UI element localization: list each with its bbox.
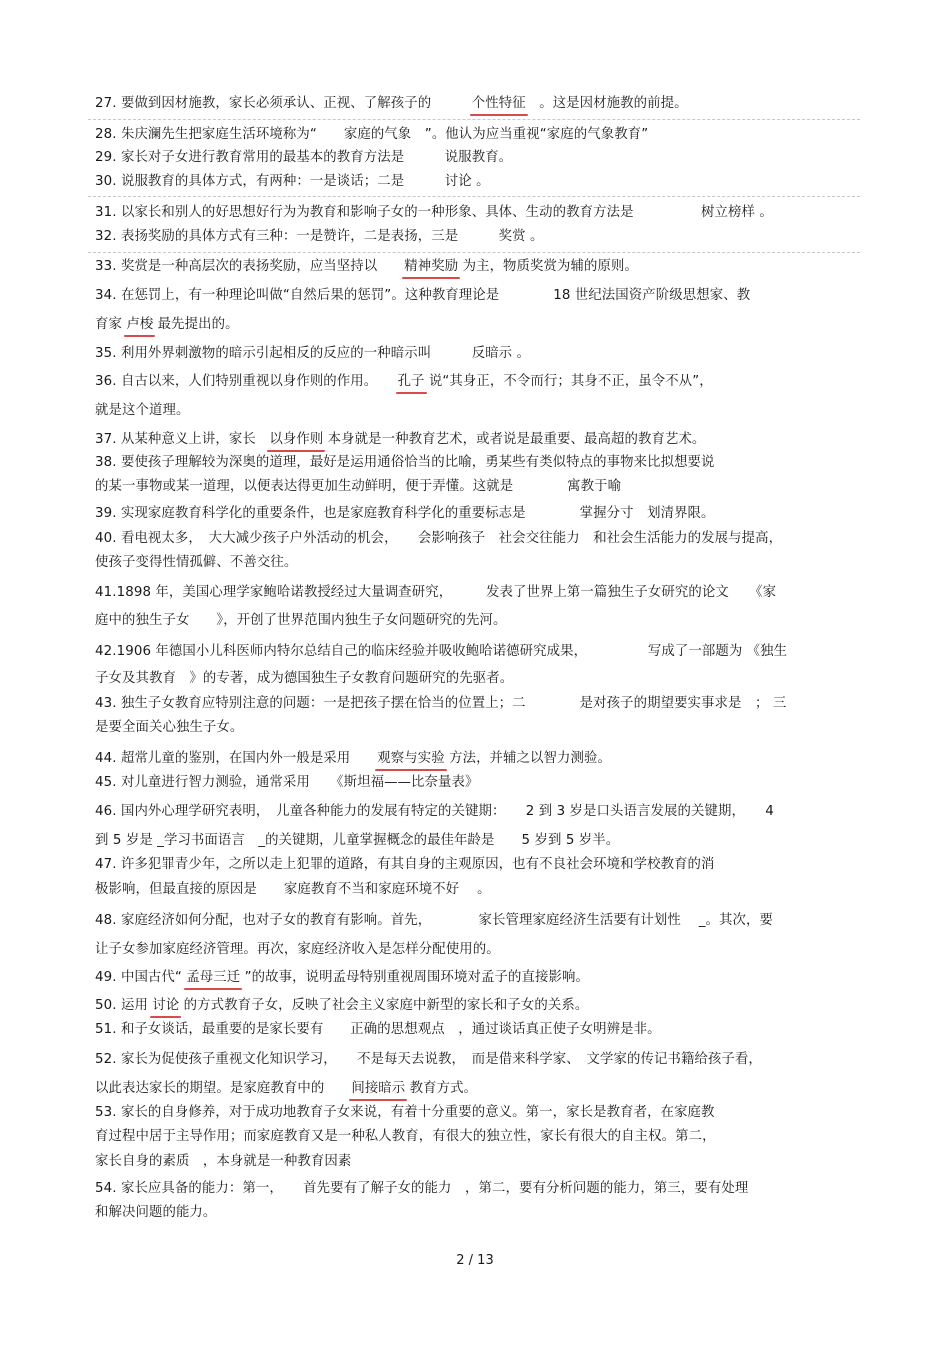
answer-underline: 讨论 (152, 998, 180, 1013)
q45: 45. 对儿童进行智力测验，通常采用 《斯坦福——比奈量表》 (95, 775, 479, 790)
q40-cont: 使孩子变得性情孤僻、不善交往。 (95, 555, 298, 570)
q30: 30. 说服教育的具体方式，有两种：一是谈话；二是 讨论 。 (95, 174, 490, 189)
q50: 50. 运用 讨论 的方式教育子女，反映了社会主义家庭中新型的家长和子女的关系。 (95, 998, 589, 1013)
q37: 37. 从某种意义上讲，家长 以身作则 本身就是一种教育艺术，或者说是最重要、最高超的教育艺术。 (95, 432, 706, 447)
q43: 43. 独生子女教育应特别注意的问题：一是把孩子摆在恰当的位置上；二 是对孩子的期望要实事求是 ； 三 (95, 696, 787, 711)
q34: 34. 在惩罚上，有一种理论叫做“自然后果的惩罚”。这种教育理论是 18 世纪法国资产阶级思想家、教 (95, 288, 751, 303)
q32: 32. 表扬奖励的具体方式有三种：一是赞许，二是表扬，三是 奖赏 。 (95, 229, 544, 244)
q42-cont: 子女及其教育 》的专著，成为德国独生子女教育问题研究的先驱者。 (95, 671, 514, 686)
q52: 52. 家长为促使孩子重视文化知识学习， 不是每天去说教， 而是借来科学家、 文学家的传记书籍给孩子看， (95, 1052, 762, 1067)
answer-underline: 以身作则 (269, 432, 324, 447)
q36-cont: 就是这个道理。 (95, 403, 190, 418)
answer-underline: 卢梭 (126, 317, 154, 332)
q34-cont: 育家 卢梭 最先提出的。 (95, 317, 239, 332)
q54-cont: 和解决问题的能力。 (95, 1205, 217, 1220)
q53: 53. 家长的自身修养，对于成功地教育子女来说，有着十分重要的意义。第一，家长是教育者，在家庭教 (95, 1105, 715, 1120)
q28: 28. 朱庆澜先生把家庭生活环境称为“ 家庭的气象 ”。他认为应当重视“家庭的气象教育” (95, 127, 649, 142)
answer-underline: 孔子 (397, 374, 425, 389)
q47: 47. 许多犯罪青少年，之所以走上犯罪的道路，有其自身的主观原因，也有不良社会环境和学校教育的消 (95, 857, 715, 872)
q48: 48. 家庭经济如何分配，也对子女的教育有影响。首先， 家长管理家庭经济生活要有计划性 _。其次，要 (95, 913, 773, 928)
q46: 46. 国内外心理学研究表明， 儿童各种能力的发展有特定的关键期： 2 到 3 岁是口头语言发展的关键期， 4 (95, 804, 774, 819)
q49: 49. 中国古代“ 孟母三迁 ”的故事，说明孟母特别重视周围环境对孟子的直接影响。 (95, 970, 589, 985)
divider (88, 196, 860, 197)
q36: 36. 自古以来，人们特别重视以身作则的作用。 孔子 说“其身正，不令而行；其身不正，虽令不从”， (95, 374, 713, 389)
q53-cont1: 育过程中居于主导作用；而家庭教育又是一种私人教育，有很大的独立性，家长有很大的自主权。第二， (95, 1129, 716, 1144)
answer-underline: 间接暗示 (351, 1081, 406, 1096)
q31: 31. 以家长和别人的好思想好行为为教育和影响子女的一种形象、具体、生动的教育方法是 树立榜样 。 (95, 205, 773, 220)
q39: 39. 实现家庭教育科学化的重要条件，也是家庭教育科学化的重要标志是 掌握分寸 划清界限。 (95, 506, 715, 521)
q41: 41.1898 年，美国心理学家鲍哈诺教授经过大量调查研究， 发表了世界上第一篇独生子女研究的论文 《家 (95, 585, 777, 600)
q54: 54. 家长应具备的能力：第一， 首先要有了解子女的能力 ，第二，要有分析问题的能力，第三，要有处理 (95, 1181, 749, 1196)
q33: 33. 奖赏是一种高层次的表扬奖励，应当坚持以 精神奖励 为主，物质奖赏为辅的原则。 (95, 259, 638, 274)
divider (88, 119, 860, 120)
q35: 35. 利用外界刺激物的暗示引起相反的反应的一种暗示叫 反暗示 。 (95, 346, 531, 361)
answer-underline: 精神奖励 (404, 259, 459, 274)
q53-cont2: 家长自身的素质 ，本身就是一种教育因素 (95, 1154, 352, 1169)
q46-cont: 到 5 岁是 _学习书面语言 _的关键期，儿童掌握概念的最佳年龄是 5 岁到 5 岁半。 (95, 833, 620, 848)
q38: 38. 要使孩子理解较为深奥的道理，最好是运用通俗恰当的比喻，勇某些有类似特点的事物来比拟想要说 (95, 455, 715, 470)
q52-cont: 以此表达家长的期望。是家庭教育中的 间接暗示 教育方式。 (95, 1081, 478, 1096)
q27: 27. 要做到因材施教，家长必须承认、正视、了解孩子的 个性特征 。这是因材施教的前提。 (95, 96, 688, 111)
q42: 42.1906 年德国小儿科医师内特尔总结自己的临床经验并吸收鲍哈诺德研究成果， 写成了一部题为 《独生 (95, 644, 788, 659)
q48-cont: 让子女参加家庭经济管理。再次，家庭经济收入是怎样分配使用的。 (95, 942, 500, 957)
q40: 40. 看电视太多， 大大减少孩子户外活动的机会， 会影响孩子 社会交往能力 和社会生活能力的发展与提高， (95, 531, 783, 546)
q43-cont: 是要全面关心独生子女。 (95, 720, 244, 735)
q44: 44. 超常儿童的鉴别，在国内外一般是采用 观察与实验 方法，并辅之以智力测验。 (95, 751, 611, 766)
answer-underline: 观察与实验 (377, 751, 445, 766)
answer-underline: 孟母三迁 (186, 970, 241, 985)
q38-cont: 的某一事物或某一道理，以便表达得更加生动鲜明，便于弄懂。这就是 寓教于喻 (95, 479, 622, 494)
q29: 29. 家长对子女进行教育常用的最基本的教育方法是 说服教育。 (95, 150, 513, 165)
divider (88, 252, 860, 253)
q47-cont: 极影响，但最直接的原因是 家庭教育不当和家庭环境不好 。 (95, 882, 491, 897)
q51: 51. 和子女谈话，最重要的是家长要有 正确的思想观点 ，通过谈话真正使子女明辨是非。 (95, 1022, 661, 1037)
page-number: 2 / 13 (456, 1253, 494, 1268)
q41-cont: 庭中的独生子女 》，开创了世界范围内独生子女问题研究的先河。 (95, 613, 507, 628)
answer-underline: 个性特征 (471, 96, 526, 111)
